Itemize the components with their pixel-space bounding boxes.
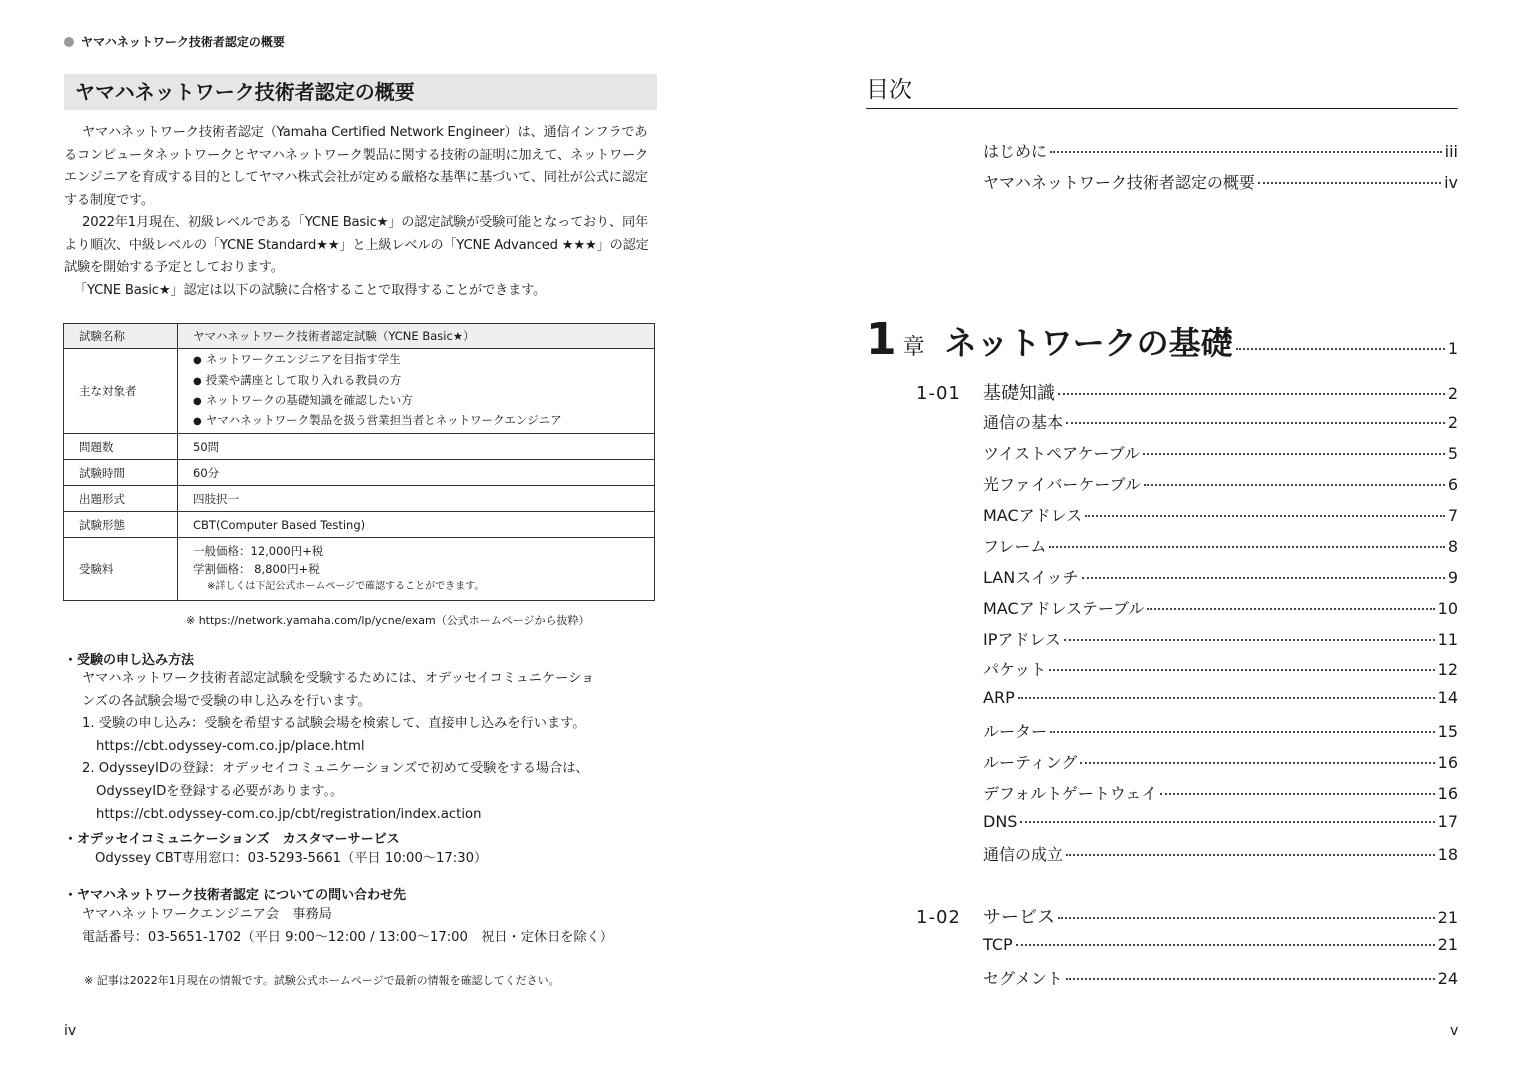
toc-entry-ycne-overview[interactable] bbox=[983, 170, 1458, 193]
toc-item-page: 7 bbox=[1447, 506, 1458, 525]
apply-line: ンズの各試験会場で受験の申し込みを行います。 bbox=[82, 693, 371, 709]
toc-entry-page: iii bbox=[1444, 142, 1458, 161]
toc-item-title: 通信の成立 bbox=[983, 845, 1064, 864]
source-note: ※ https://network.yamaha.com/lp/ycne/exam（公式ホームページから抜粋） bbox=[186, 614, 590, 627]
section-page: 21 bbox=[1437, 908, 1458, 927]
toc-item-title: TCP bbox=[983, 935, 1013, 954]
toc-item-title: ツイストペアケーブル bbox=[983, 444, 1141, 463]
toc-item-page: 15 bbox=[1437, 722, 1458, 741]
table-value: ヤマハネットワーク技術者認定試験（YCNE Basic★） bbox=[178, 324, 655, 349]
table-row bbox=[64, 349, 655, 434]
apply-body bbox=[82, 668, 594, 826]
toc-item-page: 9 bbox=[1447, 568, 1458, 587]
running-header-text: ヤマハネットワーク技術者認定の概要 bbox=[81, 35, 285, 49]
toc-heading: 目次 bbox=[866, 77, 912, 103]
running-header bbox=[64, 33, 285, 50]
toc-item-page: 5 bbox=[1447, 444, 1458, 463]
page-number-left: iv bbox=[64, 1023, 77, 1039]
toc-item-page: 16 bbox=[1437, 753, 1458, 772]
leader-dots bbox=[1066, 978, 1435, 980]
leader-dots bbox=[1050, 151, 1442, 153]
customer-service-line: Odyssey CBT専用窓口：03-5293-5661（平日 10:00〜17:30） bbox=[95, 851, 488, 866]
chapter-label: 章 bbox=[902, 335, 925, 360]
chapter-title: ネットワークの基礎 bbox=[944, 324, 1233, 362]
apply-line: ヤマハネットワーク技術者認定試験を受験するためには、オデッセイコミュニケーショ bbox=[82, 671, 595, 686]
leader-dots bbox=[1082, 577, 1445, 579]
table-label: 試験時間 bbox=[64, 460, 178, 486]
list-item: ● ネットワークの基礎知識を確認したい方 bbox=[193, 391, 654, 411]
apply-heading: ・受験の申し込み方法 bbox=[64, 653, 195, 668]
toc-divider bbox=[866, 108, 1458, 109]
list-item: ● ネットワークエンジニアを目指す学生 bbox=[193, 350, 654, 370]
table-value: 60分 bbox=[178, 460, 655, 486]
table-value: 50問 bbox=[178, 434, 655, 460]
toc-entry-preface[interactable] bbox=[983, 139, 1458, 162]
toc-item-page: 12 bbox=[1437, 660, 1458, 679]
apply-line: 1. 受験の申し込み：受験を希望する試験会場を検索して、直接申し込みを行います。 bbox=[82, 716, 586, 732]
toc-item-page: 17 bbox=[1437, 812, 1458, 831]
leader-dots bbox=[1066, 422, 1445, 424]
fee-note: ※詳しくは下記公式ホームページで確認することができます。 bbox=[207, 581, 485, 592]
toc-item[interactable] bbox=[983, 627, 1458, 650]
leader-dots bbox=[1143, 453, 1445, 455]
toc-item[interactable] bbox=[983, 410, 1458, 433]
toc-item-page: 24 bbox=[1437, 969, 1458, 988]
toc-item[interactable] bbox=[983, 472, 1458, 495]
toc-item[interactable] bbox=[983, 812, 1458, 831]
toc-item-title: 光ファイバーケーブル bbox=[983, 475, 1141, 494]
toc-entry-title: ヤマハネットワーク技術者認定の概要 bbox=[983, 173, 1255, 192]
toc-item-title: LANスイッチ bbox=[983, 568, 1079, 587]
exam-info-table bbox=[63, 323, 655, 601]
apply-line: OdysseyIDを登録する必要があります。。 bbox=[96, 783, 344, 799]
leader-dots bbox=[1236, 348, 1445, 350]
toc-section-1-02[interactable] bbox=[916, 903, 1458, 929]
fee-general: 一般価格：12,000円+税 bbox=[193, 544, 324, 558]
fee-cell bbox=[178, 538, 655, 601]
toc-item-title: ARP bbox=[983, 688, 1015, 707]
chapter-number: 1 bbox=[866, 314, 897, 365]
toc-entry-title: はじめに bbox=[983, 142, 1048, 161]
toc-item[interactable] bbox=[983, 935, 1458, 954]
fee-student: 学割価格： 8,800円+税 bbox=[193, 562, 320, 576]
toc-item[interactable] bbox=[983, 842, 1458, 865]
bullet-dot-icon bbox=[64, 37, 74, 47]
table-row bbox=[64, 486, 655, 512]
toc-item-title: ルーター bbox=[983, 722, 1048, 741]
apply-line: 2. OdysseyIDの登録：オデッセイコミュニケーションズで初めて受験をする場合は、 bbox=[82, 761, 589, 777]
toc-item[interactable] bbox=[983, 750, 1458, 773]
chapter-page: 1 bbox=[1447, 339, 1458, 358]
toc-item-page: 18 bbox=[1437, 845, 1458, 864]
toc-item[interactable] bbox=[983, 688, 1458, 707]
toc-item-title: 通信の基本 bbox=[983, 413, 1064, 432]
toc-item-page: 11 bbox=[1437, 630, 1458, 649]
toc-item-title: パケット bbox=[983, 660, 1047, 679]
section-number: 1-02 bbox=[916, 907, 961, 928]
toc-item-title: セグメント bbox=[983, 969, 1063, 988]
leader-dots bbox=[1147, 608, 1434, 610]
table-label: 試験名称 bbox=[64, 324, 178, 349]
toc-item[interactable] bbox=[983, 657, 1458, 680]
intro-paragraph-1: ヤマハネットワーク技術者認定（Yamaha Certified Network Engineer）は、通信インフラであるコンピュータネットワークとヤマハネットワーク製品に関する技術の証明に加えて、ネットワークエンジニアを育成する目的としてヤマハ株式会社が定める厳格な基準に基づいて、同社が公式に認定する制度です。 bbox=[64, 125, 649, 208]
toc-item-page: 10 bbox=[1437, 599, 1458, 618]
page-number-right: v bbox=[1450, 1023, 1459, 1039]
table-row bbox=[64, 324, 655, 349]
table-row bbox=[64, 512, 655, 538]
toc-section-1-01[interactable] bbox=[916, 379, 1458, 405]
toc-item-title: MACアドレステーブル bbox=[983, 599, 1145, 618]
leader-dots bbox=[1058, 917, 1435, 919]
leader-dots bbox=[1144, 484, 1445, 486]
leader-dots bbox=[1020, 821, 1434, 823]
leader-dots bbox=[1058, 393, 1445, 395]
section-title: サービス bbox=[983, 907, 1055, 928]
table-label: 主な対象者 bbox=[64, 349, 178, 434]
target-list bbox=[193, 350, 654, 431]
inquiry-body bbox=[82, 904, 613, 949]
section-number: 1-01 bbox=[916, 383, 961, 404]
target-list-cell bbox=[178, 349, 655, 434]
toc-item-title: フレーム bbox=[983, 537, 1047, 556]
table-row bbox=[64, 538, 655, 601]
table-value: CBT(Computer Based Testing) bbox=[178, 512, 655, 538]
inquiry-line: ヤマハネットワークエンジニア会 事務局 bbox=[82, 907, 332, 922]
leader-dots bbox=[1085, 515, 1445, 517]
table-label: 問題数 bbox=[64, 434, 178, 460]
toc-item[interactable] bbox=[983, 966, 1458, 989]
registration-url-link[interactable]: https://cbt.odyssey-com.co.jp/cbt/registration/index.action bbox=[96, 806, 482, 822]
toc-item-page: 14 bbox=[1437, 688, 1458, 707]
table-label: 受験料 bbox=[64, 538, 178, 601]
toc-item-page: 8 bbox=[1447, 537, 1458, 556]
intro-paragraph-3: 「YCNE Basic★」認定は以下の試験に合格することで取得することができます。 bbox=[74, 283, 547, 298]
toc-entry-page: iv bbox=[1444, 173, 1458, 192]
toc-item[interactable] bbox=[983, 781, 1458, 804]
toc-item[interactable] bbox=[983, 596, 1458, 619]
toc-item[interactable] bbox=[983, 534, 1458, 557]
table-label: 出題形式 bbox=[64, 486, 178, 512]
footnote: ※ 記事は2022年1月現在の情報です。試験公式ホームページで最新の情報を確認してください。 bbox=[84, 974, 560, 987]
leader-dots bbox=[1258, 182, 1441, 184]
inquiry-line: 電話番号：03-5651-1702（平日 9:00〜12:00 / 13:00〜17:00 祝日・定休日を除く） bbox=[82, 929, 614, 945]
toc-item-title: IPアドレス bbox=[983, 630, 1061, 649]
leader-dots bbox=[1066, 854, 1435, 856]
table-value: 四肢択一 bbox=[178, 486, 655, 512]
toc-item-page: 6 bbox=[1447, 475, 1458, 494]
toc-item[interactable] bbox=[983, 719, 1458, 742]
toc-item-title: MACアドレス bbox=[983, 506, 1083, 525]
leader-dots bbox=[1016, 944, 1435, 946]
list-item: ● 授業や講座として取り入れる教員の方 bbox=[193, 371, 654, 391]
leader-dots bbox=[1064, 639, 1435, 641]
leader-dots bbox=[1160, 793, 1434, 795]
leader-dots bbox=[1018, 697, 1435, 699]
table-label: 試験形態 bbox=[64, 512, 178, 538]
toc-item-page: 16 bbox=[1437, 784, 1458, 803]
toc-item-page: 21 bbox=[1437, 935, 1458, 954]
toc-item[interactable] bbox=[983, 503, 1458, 526]
list-item: ● ヤマハネットワーク製品を扱う営業担当者とネットワークエンジニア bbox=[193, 411, 654, 431]
leader-dots bbox=[1080, 762, 1434, 764]
leader-dots bbox=[1049, 669, 1434, 671]
table-row bbox=[64, 460, 655, 486]
customer-service-heading: ・オデッセイコミュニケーションズ カスタマーサービス bbox=[64, 832, 400, 847]
toc-item-title: DNS bbox=[983, 812, 1018, 831]
toc-item-page: 2 bbox=[1447, 413, 1458, 432]
place-url-link[interactable]: https://cbt.odyssey-com.co.jp/place.html bbox=[96, 738, 365, 754]
section-title: 基礎知識 bbox=[983, 383, 1055, 404]
table-row bbox=[64, 434, 655, 460]
toc-item-title: デフォルトゲートウェイ bbox=[983, 784, 1158, 803]
leader-dots bbox=[1049, 546, 1444, 548]
toc-chapter-1[interactable] bbox=[866, 314, 1458, 365]
section-title: ヤマハネットワーク技術者認定の概要 bbox=[64, 74, 657, 110]
toc-item-title: ルーティング bbox=[983, 753, 1078, 772]
inquiry-heading: ・ヤマハネットワーク技術者認定 についての問い合わせ先 bbox=[64, 888, 407, 903]
leader-dots bbox=[1050, 731, 1435, 733]
section-page: 2 bbox=[1447, 384, 1458, 403]
intro-paragraph-2: 2022年1月現在、初級レベルである「YCNE Basic★」の認定試験が受験可能となっており、同年より順次、中級レベルの「YCNE Standard★★」と上級レベルの「YCNE Advanced ★★★」の認定試験を開始する予定としております。 bbox=[64, 215, 649, 276]
toc-item[interactable] bbox=[983, 441, 1458, 464]
toc-item[interactable] bbox=[983, 565, 1458, 588]
